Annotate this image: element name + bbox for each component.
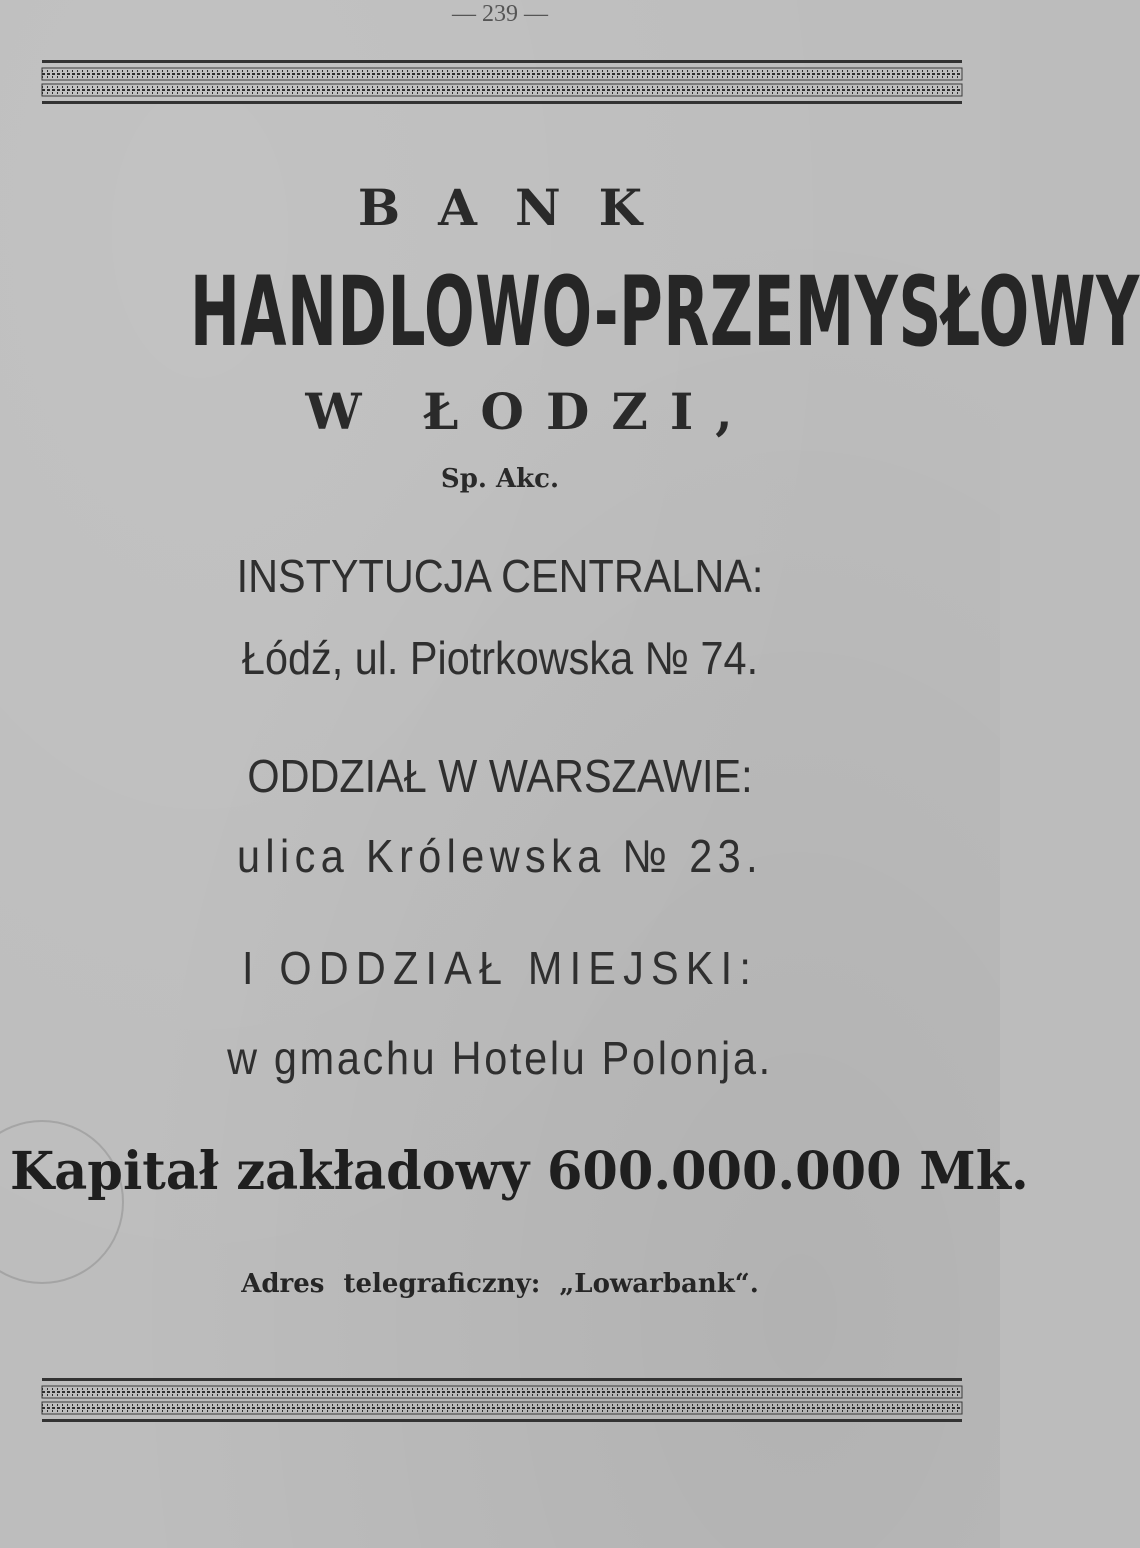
company-type: Sp. Akc. — [440, 464, 560, 494]
headquarters-address: Łódź, ul. Piotrkowska № 74. — [241, 632, 759, 684]
warsaw-branch-address: ulica Królewska № 23. — [237, 830, 763, 882]
share-capital: Kapitał zakładowy 600.000.000 Mk. — [10, 1141, 1029, 1202]
headquarters-heading: INSTYTUCJA CENTRALNA: — [236, 550, 764, 602]
telegraph-address: Adres telegraficzny: „Lowarbank“. — [241, 1269, 759, 1299]
ornament-border-icon — [42, 1378, 962, 1422]
warsaw-branch-heading: ODDZIAŁ W WARSZAWIE: — [247, 750, 753, 802]
city-branch-address: w gmachu Hotelu Polonja. — [227, 1032, 773, 1084]
decorative-border-bottom — [42, 1378, 962, 1422]
ornament-border-icon — [42, 60, 962, 104]
page-number: — 239 — — [452, 1, 548, 27]
bank-name-heading: HANDLOWO-PRZEMYSŁOWY — [190, 256, 1140, 368]
decorative-border-top — [42, 60, 962, 104]
bank-city: W ŁODZI, — [305, 382, 755, 441]
city-branch-heading: I ODDZIAŁ MIEJSKI: — [241, 942, 759, 994]
bank-title-word: BANK — [357, 178, 681, 237]
